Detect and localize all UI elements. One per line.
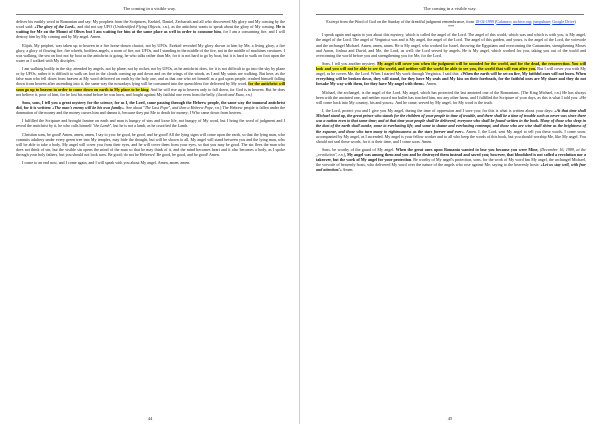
right-page-body: [316, 19, 586, 176]
text-run: . Amen. I, the Lord, sent My angel to tell you these words. I come soon, accompanied by My angel, as I ascended. My angel is your fellow worker and to all who keep the words of this book, but you should worship Me, like My angel. You should not seal these words, for it is their time, and I come soon. Amen.: [316, 128, 587, 144]
separator: ;: [510, 19, 513, 24]
section-separator-stars: ***: [447, 24, 455, 30]
text-run: . And he will rise up to heaven only to fall down, for God is in heaven. But he does not believe it, poor of him, for he lost his mind before he was born, and fought against My faithful one even from the belly.: [16, 86, 285, 97]
left-paragraph-1: [16, 19, 285, 39]
text-run: , for I am a consuming fire, and I will destroy him by My coming and by My angel. Amen.: [16, 29, 285, 40]
jumpshare-link[interactable]: jumpshare: [533, 19, 551, 24]
text-run: I am walking bodily in the sky, attended by angels, not by plane, not by rocket, not by UFOs, as he antichrist does, for it is not difficult to go into the sky by plane or by UFOs, rather it is difficult to walk on foot in the clouds coming up and down and on the wings of the winds, as I and My saints are walking. But here, as the false man who fell down from heaven at My word delivered on earth by the holy one, and as that one who set himself as a god upon people, crashed himself falling down from heaven after ascending into it, the same way the nowadays lying will be consumed into the quenchless fire delivered by My word,: [16, 66, 285, 87]
right-page: [300, 0, 600, 424]
text-run: ): [574, 19, 576, 24]
text-run: . See about: [123, 104, 144, 110]
text-run: I fulfilled the Scripture and brought famine on earth and man is hungry of sins and loose life, not hungry of My word, but I bring the word of judgment and I reveal the antichrist by it, he who calls himself: [16, 118, 285, 129]
right-paragraph-3: Michael, the archangel, is the angel of the Lord. My angel, which has protected the last anointed one of the Romanians. (The King Michael, r.n.) He has always been with the anointed one, and neither sword nor bullet has touched him, nor any other harm, and I fulfilled the Scripture of your days, as this is what I told you: «He will come back into My country, his and yours». And he came, served by My angel, for My word is the truth.: [316, 89, 586, 105]
highlighted-antichrist-text: for the antichrist will soon go up to heaven in order to come down on earth in My place to be king: [16, 81, 285, 92]
reference-note: (Jacob and Esau, r.n.): [216, 91, 253, 97]
left-paragraph-7: I come to an end now, and I come again, and I will speak with you about My angel. Amen, amen, amen.: [22, 160, 191, 166]
left-page-body: [16, 19, 285, 169]
right-paragraph-2: [316, 61, 586, 86]
quote-glory: «The glory of the Lord»: [34, 24, 76, 30]
right-paragraph-5: [316, 147, 586, 172]
right-page-header: The coming in a visible way.: [316, 3, 584, 15]
right-paragraph-4: [316, 108, 586, 144]
calameo-link[interactable]: Calameo: [496, 19, 511, 24]
text-run: . Be worthy of My angel's protection, sons, for the work of My word has My angel, the archangel Michael, the voivode of heavenly hosts, who delivered My word over the nature of the angels who rose against Me, saying to the heavenly hosts:: [316, 157, 587, 168]
emphasis-great-ones: When the great ones upon Romania wanted to lose you because you were Mine,: [395, 147, 540, 152]
text-run: Excerpt from the Word of God on the Sunday of the dreadful judgment remembrance, from: [326, 19, 476, 24]
left-paragraph-3: [16, 66, 285, 97]
text-run: I, the Lord, protect you and I give you My angel, during the time of oppression and I save you; for this is what is written about your days:: [322, 108, 555, 114]
text-run: Amen.: [341, 167, 354, 173]
text-run: , but he is not a lamb, as he crucified the Lamb.: [111, 123, 189, 129]
quote-earth-on-fire: «When the earth will be set on fire, My faithful ones will not burn. When everything will be broken down, they will stand, for they have My seals and My kiss on their foreheads, for the faithful ones are My share and they do not forsake My way with them, for they have My angel with them»: [316, 71, 586, 87]
right-page-number: 45: [447, 416, 453, 421]
ufo-definition: Unidentified Flying Objects: [114, 24, 161, 30]
text-run: Sons, I tell you another mystery.: [322, 61, 378, 67]
left-page-header: The coming in a visible way.: [16, 3, 283, 15]
text-run: (: [493, 19, 497, 24]
text-run: But I will cover you with My angel, as he covers Me, the Lord. When I started My work through Verginica, I said this:: [316, 66, 586, 77]
title-last-pope: "The Last Pope": [143, 104, 171, 110]
right-paragraph-1: I speak again and again to you about this mystery, which is called the angel of the Lord. The angel of this world, which was and which is with you, is My angel, the angel of the Lord. The angel of Verginica was and is My angel, the angel of the Lord. The angel of this garden, and yours, is the angel of the Lord, the voievode and the archangel Michael. Amen, amen, amen. He is My angel, who worked for Israel, throwing the Egyptians and overcoming the Canaanites, strengthening Moses and Aaron, Joshua and David, and Me, the Lord, as well; the Lord served by angels. He is My angel, which worked for you, taking you out of the world and overcoming the world before you and strengthening you for Me, for the Lord.: [316, 32, 586, 58]
note-revolution-date: (December 16, 1989, at the „revolution", r.n.): [316, 147, 586, 158]
highlighted-angel-cover-text: My angel will cover you when the judgment will be sounded for the world, and for the dead, the resurrection. You will look and you will not be able to see the world, and neither will the world be able to see you, the world that will run after you.: [316, 61, 586, 72]
archive-org-link[interactable]: archive.org: [512, 19, 532, 24]
excerpt-intro: [316, 19, 586, 29]
text-run: , and did not say UFO (: [75, 24, 115, 30]
left-paragraph-5: [16, 118, 285, 128]
text-run: Sons, be worthy of the guard of My angel.: [322, 147, 396, 152]
left-paragraph-6: Christian sons, be good! Amen, amen, amen, I say to you: be good, be good, and be good! All the lying signs will come upon the earth, so that the lying man, who commits adultery under every green tree into My temples, may hide the thought, but will be shown to all. My angel will stand between you and the lying man, who will be able to take a body. My angel will cover you from their eyes, and he will cover them from your eyes, so that you may be good. The sin flees the man who does not think of sin, but the visible sin opens the mind of the man so that he may think of it, and the mind becomes heart and it also becomes a body, as I spoke through your holy fathers, but you should not look sons. Be good; do not be Hebrews! Be good, be good, and be good! Amen.: [16, 131, 285, 158]
quote-stay-well: «Let us stay well, with fear and attention!»: [316, 162, 586, 173]
text-run: , r.n.), as the antichrist wants to speak about the glory of My coming.: [160, 24, 277, 30]
date-link[interactable]: 18-02-1999: [475, 19, 494, 24]
emphasis-angel-protection: , My angel was among them and you and he destroyed them instead and saved you; however, that bloodshed is not called a revolution nor a takeover, but the work of My angel for your protection: [316, 152, 586, 163]
left-paragraph-4: [16, 100, 285, 115]
google-drive-link[interactable]: Google Drive: [552, 19, 575, 24]
separator: ;: [550, 19, 553, 24]
quote-enemy-family: «The man's enemy will be his own family»: [52, 104, 124, 110]
quote-michael-stand-up: «At that time shall Michael stand up, the great prince who stands for the children of your people in time of trouble, and there shall be a time of trouble such as never was since there was a nation even to that same time; and at that time your people shall be delivered, everyone who shall be found written in the book. Many of those who sleep in the dust of the earth shall awake, some to everlasting life, and some to shame and everlasting contempt, and those who are wise shall shine as the brightness of the expanse, and those who turn many to righteousness as the stars forever and ever»: [316, 108, 586, 134]
separator: ;: [531, 19, 534, 24]
text-run: deliver his earthly word in Romanian and say: My prophets from the Scriptures, Ezekiel, Daniel, Zechariah and all who discovered My glory and My coming by the word said:: [16, 19, 285, 30]
text-run: ) The Hebrew people is fallen under the damnation of the money and the money curses him and damns it, because they put Me to death for money; I Who came down from heaven.: [16, 104, 285, 116]
text-run: . Amen.: [424, 81, 437, 87]
left-paragraph-2: Elijah, My prophet, was taken up to heaven in a fire horse-drawn chariot, not by UFOs. Ezekiel revealed My glory shown to him by Me, a living glory, a fire glory, a glory of flowing fire, fire wheels, bodiless angels, a room of fire, not UFOs, and I standing in the middle of the fire, not in the middle of machines creatures. I was walking, the sea on foot not by boat as the antichrist is going, he who talks rather than Me, for it is not hard to go by boat, but it is hard to walk on foot upon the water as I walked with My disciples.: [16, 42, 285, 63]
left-page-number: 44: [147, 416, 153, 421]
note-hebrew-pope: , and then a Hebrew Pope, r.n.: [170, 104, 221, 110]
quote-the-lamb: "the Lamb": [92, 123, 112, 129]
emphasis-mystery: Sons, sons, I tell you a great mystery for the science, for as I, the Lord, came passing through the Hebrew people, the same way the immoral antichrist did, for it is written:: [16, 99, 285, 110]
emphasis-mount-olives: He is waiting for Me on the Mount of Olives but I am waiting for him at the same place as well in order to consume him: [16, 24, 286, 35]
